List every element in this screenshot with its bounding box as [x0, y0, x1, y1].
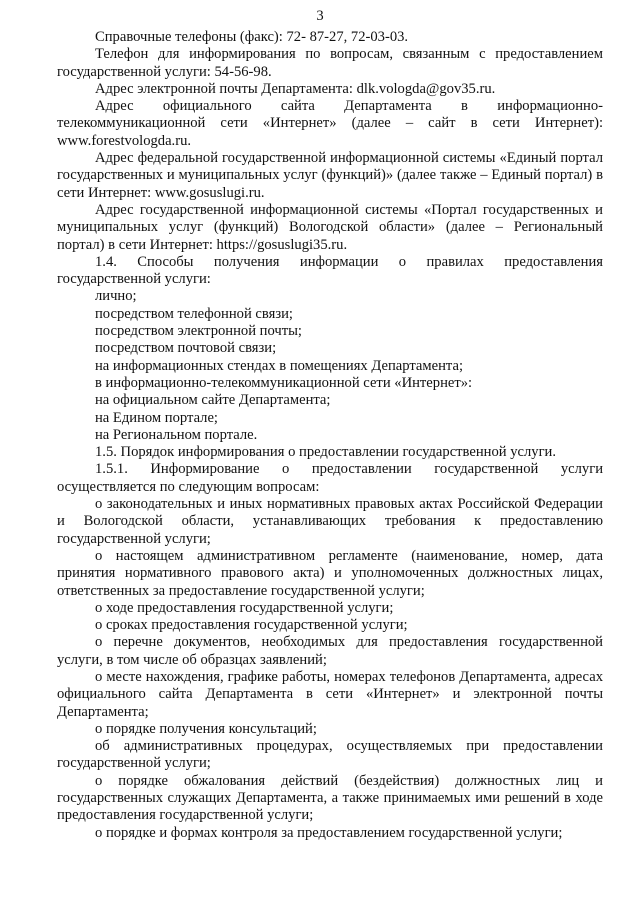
list-item: на Региональном портале.: [95, 426, 258, 443]
list-item: в информационно-телекоммуникационной сети «Интернет»:: [95, 374, 473, 391]
list-item: лично;: [95, 288, 137, 305]
list-item: о законодательных и иных нормативных правовых актах Российской Федерации и Вологодской области, устанавливающих требования к предоставлению государственной услуги;: [57, 496, 603, 547]
section-1-5-1-heading: 1.5.1. Информирование о предоставлении государственной услуги осуществляется по следующим вопросам:: [57, 461, 603, 495]
section-1-5-heading: 1.5. Порядок информирования о предоставлении государственной услуги.: [95, 444, 557, 461]
list-item: посредством электронной почты;: [95, 323, 302, 340]
list-item: о настоящем административном регламенте (наименование, номер, дата принятия нормативного правового акта) и уполномоченных должностных лицах, ответственных за предоставление государственной услуги;: [57, 547, 603, 599]
list-item: о порядке обжалования действий (бездействия) должностных лиц и государственных служащих Департамента, а также принимаемых ими решений в ходе предоставления государственной услуги;: [57, 772, 603, 824]
paragraph-info-phone: Телефон для информирования по вопросам, связанным с предоставлением государственной услуги: 54-56-98.: [57, 46, 603, 80]
list-item: посредством телефонной связи;: [95, 305, 293, 322]
list-item: на Едином портале;: [95, 409, 218, 426]
list-item: об административных процедурах, осуществляемых при предоставлении государственной услуги;: [57, 738, 603, 772]
list-item: о месте нахождения, графике работы, номерах телефонов Департамента, адресах официального сайта Департамента в сети «Интернет» и электронной почты Департамента;: [57, 668, 603, 720]
list-item: на информационных стендах в помещениях Департамента;: [95, 357, 463, 374]
paragraph-email: Адрес электронной почты Департамента: dlk.vologda@gov35.ru.: [95, 80, 496, 97]
paragraph-website: Адрес официального сайта Департамента в информационно-телекоммуникационной сети «Интернет» (далее – сайт в сети Интернет): www.forestvologda.ru.: [57, 98, 603, 149]
paragraph-federal-portal: Адрес федеральной государственной информационной системы «Единый портал государственных и муниципальных услуг (функций)» (далее также – Единый портал) в сети Интернет: www.gosuslugi.ru.: [57, 150, 603, 201]
list-item: о сроках предоставления государственной услуги;: [95, 617, 408, 634]
list-item: посредством почтовой связи;: [95, 340, 277, 357]
paragraph-regional-portal: Адрес государственной информационной системы «Портал государственных и муниципальных услуг (функций) Вологодской области» (далее – Региональный портал) в сети Интернет: https://gosuslugi35.ru.: [57, 201, 603, 253]
section-1-4-heading: 1.4. Способы получения информации о правилах предоставления государственной услуги:: [57, 253, 603, 288]
list-item: о порядке получения консультаций;: [95, 720, 317, 737]
page-number: 3: [316, 8, 324, 24]
list-item: о ходе предоставления государственной услуги;: [95, 599, 394, 616]
list-item: о порядке и формах контроля за предоставлением государственной услуги;: [95, 824, 563, 841]
list-item: о перечне документов, необходимых для предоставления государственной услуги, в том числе об образцах заявлений;: [57, 634, 603, 668]
paragraph-reference-phones: Справочные телефоны (факс): 72- 87-27, 72-03-03.: [95, 29, 409, 45]
list-item: на официальном сайте Департамента;: [95, 392, 331, 409]
document-body: [57, 29, 603, 842]
